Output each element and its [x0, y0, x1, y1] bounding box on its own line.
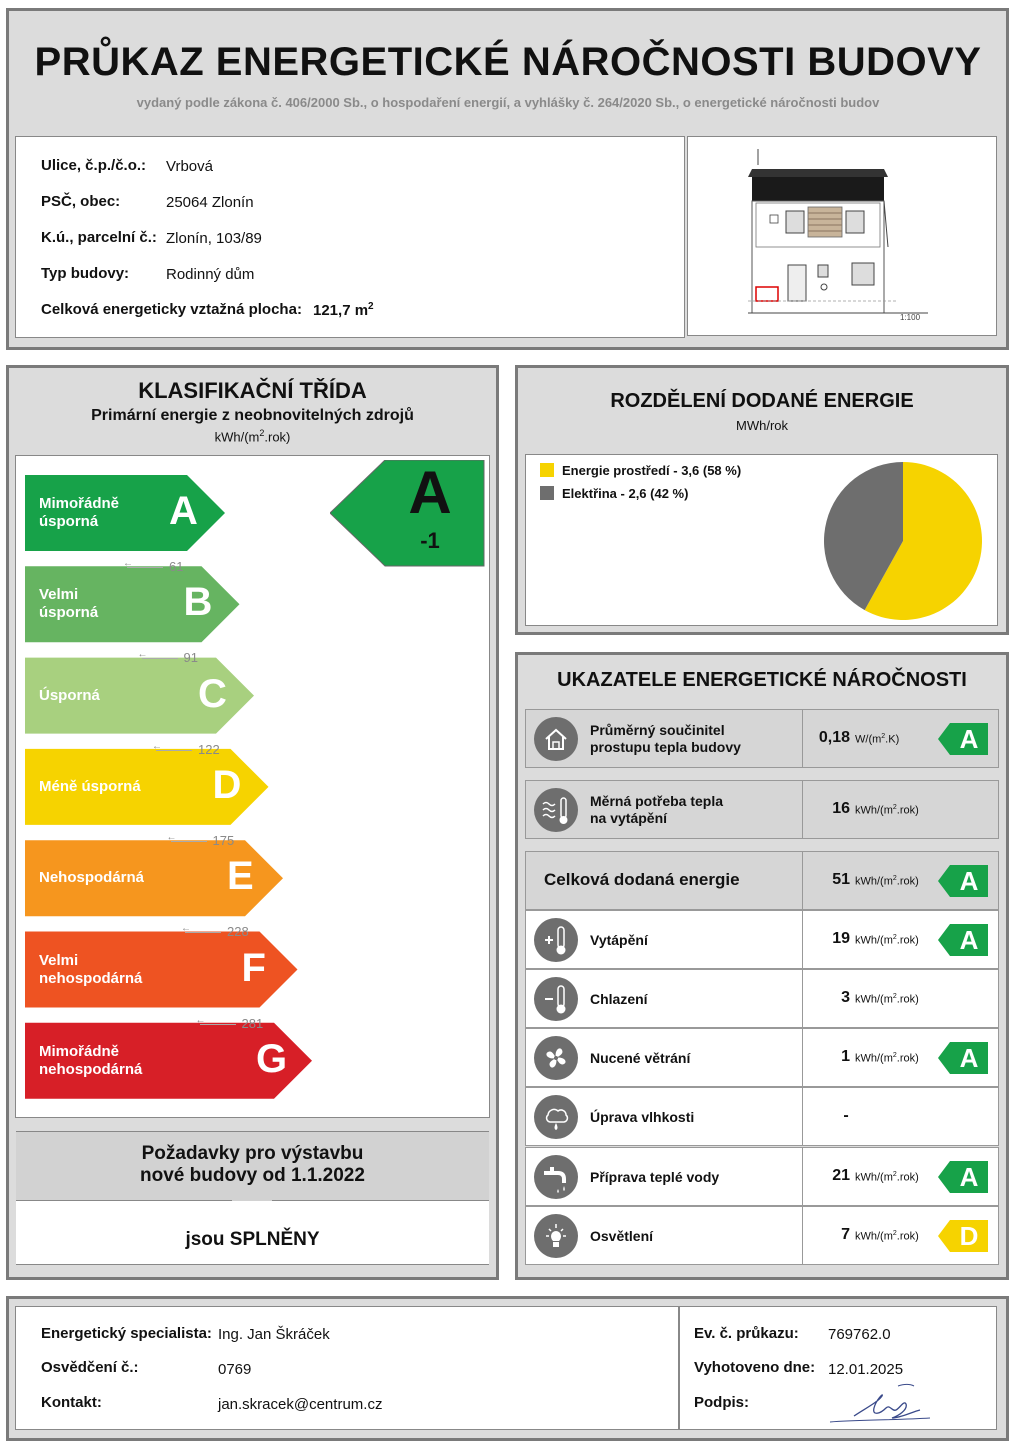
indicator-name: Průměrný součinitel prostupu tepla budovy — [590, 722, 741, 755]
indicator-row — [525, 1147, 999, 1206]
class-bar-label: Mimořádně úsporná — [39, 495, 120, 530]
distribution-title: ROZDĚLENÍ DODANÉ ENERGIE — [610, 390, 914, 412]
class-bar-letter: D — [212, 762, 242, 807]
indicator-value: 3 — [841, 989, 850, 1006]
indicator-class-letter: A — [959, 1043, 979, 1073]
indicator-class-letter: A — [959, 724, 979, 754]
area-label: Celková energeticky vztažná plocha: — [41, 301, 302, 318]
indicator-row — [525, 851, 999, 910]
indicator-name: Měrná potřeba tepla na vytápění — [590, 793, 724, 826]
class-bar-label: Mimořádně nehospodárná — [39, 1042, 143, 1078]
indicator-class-badge — [938, 1161, 988, 1193]
specialist-label: Energetický specialista: — [41, 1325, 212, 1342]
indicator-row — [525, 969, 999, 1028]
classification-subtitle: Primární energie z neobnovitelných zdrojů — [91, 407, 414, 424]
requirements-result: jsou SPLNĚNY — [185, 1229, 320, 1250]
street-label: Ulice, č.p./č.o.: — [41, 157, 147, 174]
class-threshold: 175 — [212, 832, 235, 848]
threshold-arrow-head: ← — [123, 558, 133, 569]
requirements-line-1: Požadavky pro výstavbu — [141, 1143, 364, 1164]
certificate-value: 0769 — [218, 1361, 252, 1378]
distribution-pie-chart — [820, 458, 986, 624]
indicator-class-letter: D — [959, 1221, 979, 1251]
indicator-row — [525, 1087, 999, 1146]
zip-label: PSČ, obec: — [41, 193, 121, 210]
indicator-name: Příprava teplé vody — [590, 1169, 720, 1185]
class-bar-label: Méně úsporná — [39, 777, 141, 795]
building-type-label: Typ budovy: — [41, 265, 130, 282]
indicator-value: 0,18 — [818, 729, 850, 746]
indicator-unit: kWh/$(m^2.rok)$ — [855, 1052, 919, 1065]
indicator-row — [525, 780, 999, 839]
indicator-value: 19 — [832, 930, 850, 947]
street-value: Vrbová — [166, 158, 213, 175]
result-class-value: -1 — [420, 528, 440, 553]
threshold-arrow-head: ← — [181, 923, 191, 935]
issue-date-value: 12.01.2025 — [828, 1361, 904, 1378]
indicator-name: Úprava vlhkosti — [590, 1109, 695, 1125]
legend-swatch-electricity — [540, 486, 554, 500]
class-bar-letter: C — [198, 671, 227, 716]
threshold-arrow-head: ← — [137, 649, 148, 661]
class-bar-letter: F — [241, 945, 266, 990]
classification-title: KLASIFIKAČNÍ TŘÍDA — [138, 378, 367, 403]
indicator-class-badge — [938, 924, 988, 956]
indicator-unit: kWh/$(m^2.rok)$ — [855, 934, 919, 947]
contact-label: Kontakt: — [41, 1394, 102, 1411]
indicator-row — [525, 910, 999, 969]
threshold-arrow-head: ← — [166, 831, 177, 843]
threshold-arrow-head: ← — [195, 1014, 206, 1026]
area-value: 121,7 $m^2$ — [313, 301, 374, 319]
class-threshold: 281 — [241, 1015, 264, 1031]
class-bar-letter: E — [227, 854, 254, 899]
indicator-name: Vytápění — [590, 932, 648, 948]
indicator-unit: $W/(m^2.K)$ — [855, 733, 900, 746]
indicator-class-badge — [938, 1042, 988, 1074]
legend-item: Energie prostředí - 3,6 (58 %) — [540, 463, 741, 478]
indicators-title: UKAZATELE ENERGETICKÉ NÁROČNOSTI — [557, 669, 967, 691]
indicator-class-badge — [938, 865, 988, 897]
heating-thermometer-icon — [534, 918, 578, 962]
light-bulb-icon — [534, 1214, 578, 1258]
humidity-icon — [534, 1095, 578, 1139]
drawing-scale: 1:100 — [900, 313, 921, 322]
class-threshold: 91 — [183, 650, 198, 666]
indicator-unit: kWh/$(m^2.rok)$ — [855, 1171, 919, 1184]
class-bar-label: Úsporná — [39, 686, 100, 704]
house-icon — [534, 717, 578, 761]
ev-number-label: Ev. č. průkazu: — [694, 1325, 799, 1342]
indicator-name: Celková dodaná energie — [544, 870, 740, 889]
class-threshold: 61 — [169, 559, 184, 574]
signature-label: Podpis: — [694, 1394, 749, 1411]
indicator-row — [525, 1206, 999, 1265]
classification-unit: kWh/$(m^2.rok)$ — [214, 428, 291, 445]
class-bar-label: Velmi úsporná — [39, 586, 99, 622]
ev-number-value: 769762.0 — [828, 1326, 891, 1343]
indicator-unit: kWh/$(m^2.rok)$ — [855, 875, 919, 888]
specialist-value: Ing. Jan Škráček — [218, 1326, 330, 1343]
cadastre-label: K.ú., parcelní č.: — [41, 229, 157, 246]
indicator-unit: kWh/$(m^2.rok)$ — [855, 993, 919, 1006]
indicator-unit: kWh/$(m^2.rok)$ — [855, 804, 919, 817]
indicator-name: Osvětlení — [590, 1228, 654, 1244]
contact-email[interactable]: jan.skracek@centrum.cz — [218, 1396, 383, 1413]
indicator-class-letter: A — [959, 925, 979, 955]
building-drawing-box — [687, 136, 997, 336]
issue-date-label: Vyhotoveno dne: — [694, 1359, 816, 1376]
indicator-row — [525, 1028, 999, 1087]
document-subtitle: vydaný podle zákona č. 406/2000 Sb., o hospodaření energií, a vyhlášky č. 264/2020 Sb., o energetické náročnosti budov — [136, 95, 880, 110]
building-type-value: Rodinný dům — [166, 266, 255, 283]
cadastre-value: Zlonín, 103/89 — [166, 230, 262, 247]
indicator-value: 16 — [832, 800, 850, 817]
document-title: PRŮKAZ ENERGETICKÉ NÁROČNOSTI BUDOVY — [34, 40, 982, 84]
indicator-value: 7 — [841, 1226, 850, 1243]
cooling-thermometer-icon — [534, 977, 578, 1021]
indicator-row — [525, 709, 999, 768]
legend-item: Elektřina - 2,6 (42 %) — [540, 486, 688, 501]
requirements-line-2: nové budovy od 1.1.2022 — [140, 1165, 365, 1186]
zip-value: 25064 Zlonín — [166, 194, 254, 211]
class-threshold: 228 — [227, 924, 249, 940]
indicator-unit: kWh/$(m^2.rok)$ — [855, 1230, 919, 1243]
indicator-value: 21 — [832, 1167, 850, 1184]
signature-image — [826, 1378, 936, 1430]
indicator-class-badge — [938, 723, 988, 755]
indicator-name: Nucené větrání — [590, 1050, 691, 1066]
indicator-class-letter: A — [959, 866, 979, 896]
indicator-class-letter: A — [959, 1162, 979, 1192]
building-elevation-drawing — [688, 137, 998, 337]
class-bar-label: Velmi nehospodárná — [39, 951, 143, 987]
indicator-value: - — [843, 1107, 849, 1124]
class-bar-label: Nehospodárná — [39, 869, 145, 887]
indicator-name: Chlazení — [590, 991, 648, 1007]
legend-swatch-environment — [540, 463, 554, 477]
certificate-label: Osvědčení č.: — [41, 1359, 139, 1376]
class-bar-letter: B — [183, 580, 213, 625]
indicator-class-badge — [938, 1220, 988, 1252]
faucet-icon — [534, 1155, 578, 1199]
result-class-letter: A — [408, 459, 452, 526]
indicator-separator — [802, 1088, 803, 1145]
class-bar-letter: G — [256, 1036, 288, 1081]
indicator-value: 51 — [832, 871, 850, 888]
distribution-unit: MWh/rok — [736, 418, 788, 433]
threshold-arrow-head: ← — [152, 740, 162, 752]
class-bar-letter: A — [169, 489, 198, 533]
fan-icon — [534, 1036, 578, 1080]
indicator-value: 1 — [841, 1048, 850, 1065]
heat-thermometer-icon — [534, 788, 578, 832]
class-threshold: 122 — [198, 741, 220, 757]
